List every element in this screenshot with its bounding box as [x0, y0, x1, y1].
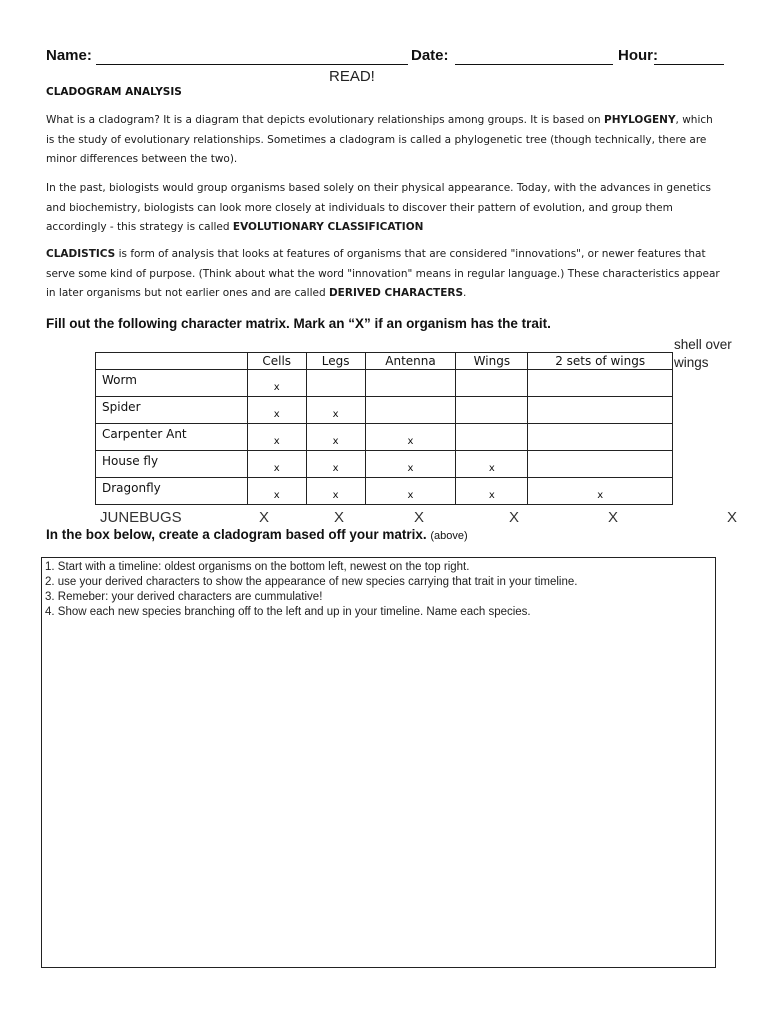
paragraph-cladogram-definition	[46, 111, 724, 170]
cladogram-instruction-text: In the box below, create a cladogram based off your matrix.	[46, 527, 427, 542]
paragraph-cladistics	[46, 245, 724, 304]
name-label: Name:	[46, 47, 92, 64]
paragraph-evolutionary-classification	[46, 179, 724, 238]
term-derived-characters: DERIVED CHARACTERS	[328, 287, 464, 299]
name-field[interactable]	[96, 64, 408, 65]
junebugs-mark: X	[414, 509, 425, 526]
matrix-cell[interactable]	[456, 370, 528, 397]
matrix-cell[interactable]: x	[528, 478, 673, 505]
matrix-header-antenna: Antenna	[365, 353, 456, 370]
paragraph-text: .	[463, 287, 467, 299]
matrix-cell[interactable]	[528, 370, 673, 397]
matrix-cell[interactable]	[365, 397, 456, 424]
matrix-cell[interactable]	[365, 370, 456, 397]
matrix-cell[interactable]: x	[306, 397, 365, 424]
matrix-cell[interactable]	[528, 397, 673, 424]
matrix-header-legs: Legs	[306, 353, 365, 370]
list-item: 1. Start with a timeline: oldest organisms on the bottom left, newest on the top right.	[45, 561, 470, 573]
matrix-cell[interactable]	[306, 370, 365, 397]
paragraph-text: , which is the study of evolutionary relationships. Sometimes a cladogram is called a phylogenetic tree (though technically, there are minor differences between the two).	[46, 114, 713, 165]
term-cladistics: CLADISTICS	[46, 248, 116, 260]
cladogram-instruction-note: (above)	[430, 530, 468, 542]
shell-over-wings-note: shell over wings	[674, 337, 732, 370]
hour-field[interactable]	[654, 64, 724, 65]
junebugs-row	[100, 509, 750, 529]
student-info-header	[46, 47, 726, 69]
page-title: CLADOGRAM ANALYSIS	[46, 86, 182, 98]
matrix-cell[interactable]	[528, 451, 673, 478]
junebugs-label: JUNEBUGS	[100, 509, 182, 526]
matrix-cell[interactable]	[456, 397, 528, 424]
paragraph-text: What is a cladogram? It is a diagram that depicts evolutionary relationships among groups. It is based on	[46, 114, 605, 126]
matrix-cell[interactable]: x	[247, 397, 306, 424]
organism-name: Carpenter Ant	[96, 424, 248, 451]
matrix-cell[interactable]: x	[306, 424, 365, 451]
matrix-cell[interactable]: x	[247, 370, 306, 397]
term-phylogeny: PHYLOGENY	[604, 114, 676, 126]
organism-name: Dragonfly	[96, 478, 248, 505]
matrix-cell[interactable]	[456, 424, 528, 451]
table-row	[96, 451, 673, 478]
matrix-cell[interactable]: x	[456, 478, 528, 505]
matrix-cell[interactable]: x	[306, 451, 365, 478]
matrix-header-two-sets-of-wings: 2 sets of wings	[528, 353, 673, 370]
matrix-header-cells: Cells	[247, 353, 306, 370]
paragraph-text: is form of analysis that looks at features of organisms that are considered "innovations", or newer features that serve some kind of purpose. (Think about what the word "innovation" means in regular language.) These characteristics appear in later organisms but not earlier ones and are called	[46, 248, 720, 299]
hour-label: Hour:	[618, 47, 658, 64]
matrix-header-blank	[96, 353, 248, 370]
cladogram-instruction	[46, 527, 468, 542]
matrix-cell[interactable]: x	[365, 451, 456, 478]
list-item: 4. Show each new species branching off to the left and up in your timeline. Name each species.	[45, 606, 531, 618]
matrix-header-wings: Wings	[456, 353, 528, 370]
matrix-cell[interactable]: x	[247, 424, 306, 451]
term-evolutionary-classification: EVOLUTIONARY CLASSIFICATION	[232, 221, 424, 233]
matrix-header-row	[96, 353, 673, 370]
matrix-instruction: Fill out the following character matrix. Mark an “X” if an organism has the trait.	[46, 316, 551, 331]
junebugs-mark: X	[259, 509, 270, 526]
organism-name: House fly	[96, 451, 248, 478]
matrix-cell[interactable]: x	[365, 478, 456, 505]
paragraph-text: In the past, biologists would group organisms based solely on their physical appearance. Today, with the advances in genetics and biochemistry, biologists can look more closely at individuals to discover their pattern of evolution, and group them accordingly - this strategy is called	[46, 182, 711, 233]
matrix-cell[interactable]: x	[456, 451, 528, 478]
table-row	[96, 478, 673, 505]
read-note: READ!	[329, 68, 375, 85]
matrix-cell[interactable]: x	[306, 478, 365, 505]
date-label: Date:	[411, 47, 449, 64]
list-item: 2. use your derived characters to show the appearance of new species carrying that trait in your timeline.	[45, 576, 578, 588]
character-matrix	[95, 352, 673, 505]
matrix-cell[interactable]: x	[247, 451, 306, 478]
organism-name: Worm	[96, 370, 248, 397]
junebugs-mark: X	[608, 509, 619, 526]
cladogram-steps-list	[45, 560, 577, 620]
junebugs-mark: X	[727, 509, 738, 526]
matrix-cell[interactable]	[528, 424, 673, 451]
matrix-cell[interactable]: x	[247, 478, 306, 505]
cladogram-drawing-box[interactable]	[41, 557, 716, 968]
junebugs-mark: X	[334, 509, 345, 526]
list-item: 3. Remeber: your derived characters are cummulative!	[45, 591, 323, 603]
junebugs-mark: X	[509, 509, 520, 526]
date-field[interactable]	[455, 64, 613, 65]
matrix-cell[interactable]: x	[365, 424, 456, 451]
table-row	[96, 424, 673, 451]
organism-name: Spider	[96, 397, 248, 424]
table-row	[96, 397, 673, 424]
table-row	[96, 370, 673, 397]
